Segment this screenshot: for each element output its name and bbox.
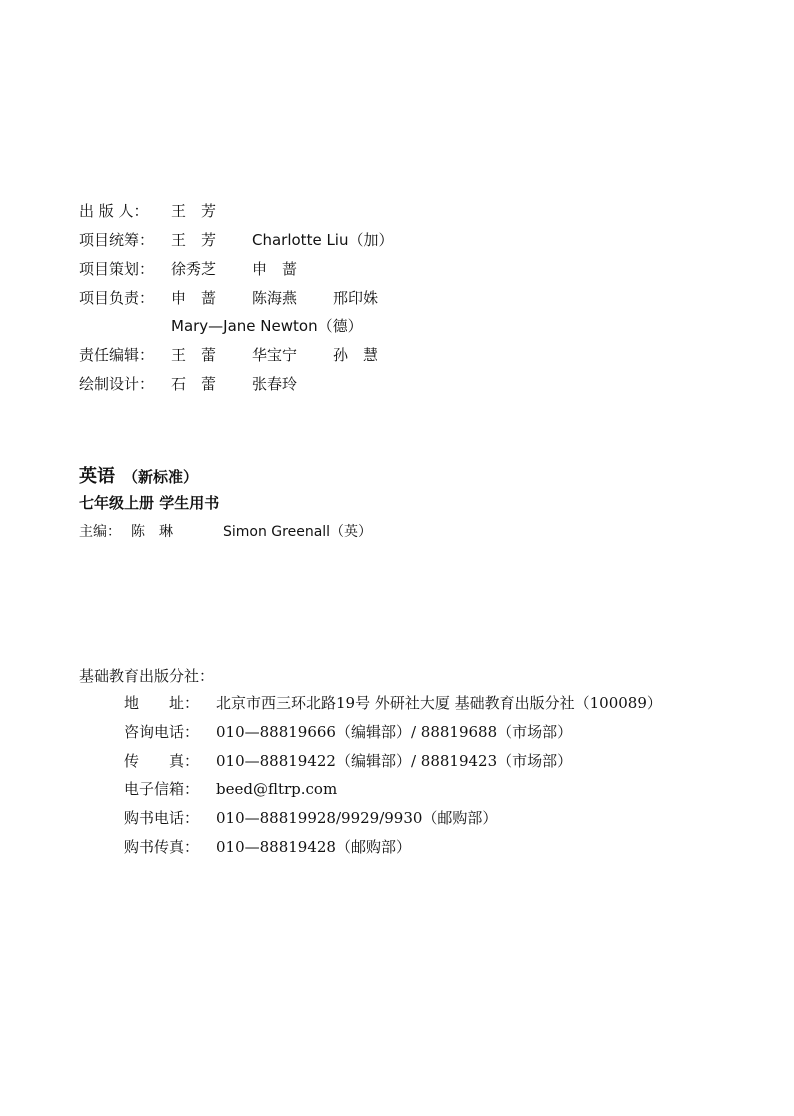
- credit-row-editors: [79, 345, 379, 365]
- credit-row-planning: [79, 259, 298, 279]
- credit-row-publisher: [79, 201, 217, 221]
- credit-role: 项目负责：: [79, 289, 155, 307]
- info-row-address: [124, 693, 662, 713]
- credit-name: 王 蕾: [171, 346, 217, 364]
- credit-name: 石 蕾: [171, 375, 217, 393]
- info-value: 北京市西三环北路19号 外研社大厦 基础教育出版分社（100089）: [216, 694, 662, 712]
- info-label: 传 真：: [124, 752, 200, 770]
- credit-role: 项目统筹：: [79, 231, 155, 249]
- info-label: 地 址：: [124, 694, 200, 712]
- credit-name: 华宝宁: [252, 346, 298, 364]
- credit-name: 王 芳: [171, 202, 217, 220]
- info-value: 010—88819928/9929/9930（邮购部）: [216, 809, 498, 827]
- publisher-name: 基础教育出版分社：: [79, 667, 215, 685]
- info-label: 购书电话：: [124, 809, 200, 827]
- credit-row-project-lead: [79, 288, 379, 308]
- credit-role: 责任编辑：: [79, 346, 155, 364]
- editor-name: Simon Greenall（英）: [223, 524, 373, 540]
- credit-name: 申 蔷: [252, 260, 298, 278]
- credit-name: Mary—Jane Newton（德）: [171, 317, 363, 335]
- editors-label: 主编：: [79, 524, 121, 540]
- credit-role: 出 版 人：: [79, 202, 149, 220]
- credit-role: 绘制设计：: [79, 375, 155, 393]
- credit-role: 项目策划：: [79, 260, 155, 278]
- book-title: [79, 462, 198, 488]
- credit-name: 邢印姝: [333, 289, 379, 307]
- info-label: 购书传真：: [124, 838, 200, 856]
- credit-name: 王 芳: [171, 231, 217, 249]
- credit-name: 徐秀芝: [171, 260, 217, 278]
- book-subtitle: 七年级上册 学生用书: [79, 494, 220, 512]
- info-row-order-fax: [124, 837, 411, 857]
- info-label: 电子信箱：: [124, 780, 200, 798]
- info-value: 010—88819666（编辑部）/ 88819688（市场部）: [216, 723, 573, 741]
- credit-name: 张春玲: [252, 375, 298, 393]
- info-row-fax: [124, 751, 572, 771]
- credit-row-design: [79, 374, 298, 394]
- credit-name: 陈海燕: [252, 289, 298, 307]
- editor-name: 陈 琳: [131, 524, 173, 540]
- credit-row-coordination: [79, 230, 394, 250]
- credit-name: 申 蔷: [171, 289, 217, 307]
- info-row-order-phone: [124, 808, 497, 828]
- info-row-inquiry-phone: [124, 722, 572, 742]
- credit-name: Charlotte Liu（加）: [252, 231, 394, 249]
- info-row-email: [124, 779, 337, 799]
- book-title-main: 英语: [79, 466, 115, 487]
- info-label: 咨询电话：: [124, 723, 200, 741]
- book-title-note: （新标准）: [123, 468, 199, 486]
- info-value: 010—88819422（编辑部）/ 88819423（市场部）: [216, 752, 573, 770]
- info-value: beed@fltrp.com: [216, 780, 338, 798]
- credit-name: 孙 慧: [333, 346, 379, 364]
- info-value: 010—88819428（邮购部）: [216, 838, 411, 856]
